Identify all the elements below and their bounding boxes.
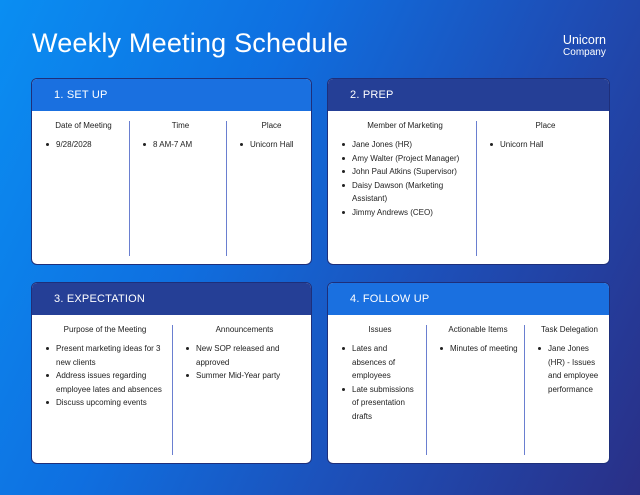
list-item: Late submissions of presentation drafts [340,383,420,424]
list-item: 8 AM-7 AM [141,138,220,152]
list-item: Jane Jones (HR) - Issues and employee performance [536,342,603,396]
list-item: Address issues regarding employee lates and absences [44,369,166,396]
list-item: New SOP released and approved [184,342,305,369]
follow-up-column-delegation [524,315,609,455]
prep-column-place [476,111,609,256]
list-item: Daisy Dawson (Marketing Assistant) [340,179,470,206]
prep-column-members [328,111,476,256]
column-header: Announcements [215,325,274,334]
prep-card [327,78,610,265]
list-item: Minutes of meeting [438,342,518,356]
follow-up-card [327,282,610,464]
list-item: 9/28/2028 [44,138,123,152]
setup-card [31,78,312,265]
expectation-column-announcements [172,315,311,455]
expectation-column-purpose [32,315,172,455]
column-header: Member of Marketing [367,121,443,130]
list-item: Discuss upcoming events [44,396,166,410]
expectation-card-header: 3. EXPECTATION [32,283,311,315]
brand-line-1: Unicorn [562,33,606,47]
list-item: Unicorn Hall [238,138,305,152]
page-title: Weekly Meeting Schedule [32,28,349,58]
list-item: Jimmy Andrews (CEO) [340,206,470,220]
column-header: Purpose of the Meeting [63,325,147,334]
setup-column-date [32,111,129,256]
setup-card-header: 1. SET UP [32,79,311,111]
column-header: Issues [368,325,392,334]
column-header: Actionable Items [448,325,508,334]
column-header: Date of Meeting [55,121,112,130]
column-header: Time [171,121,190,130]
list-item: Summer Mid-Year party [184,369,305,383]
list-item: Lates and absences of employees [340,342,420,383]
expectation-card [31,282,312,464]
setup-column-time [129,111,226,256]
follow-up-column-actionable [426,315,524,455]
list-item: Unicorn Hall [488,138,603,152]
brand-line-2: Company [563,47,606,58]
brand-logo [563,33,606,59]
follow-up-column-issues [328,315,426,455]
setup-column-place [226,111,311,256]
column-header: Place [535,121,556,130]
list-item: Jane Jones (HR) [340,138,470,152]
column-header: Place [261,121,282,130]
column-header: Task Delegation [541,325,598,334]
list-item: John Paul Atkins (Supervisor) [340,165,470,179]
list-item: Present marketing ideas for 3 new clients [44,342,166,369]
prep-card-header: 2. PREP [328,79,609,111]
list-item: Amy Walter (Project Manager) [340,152,470,166]
follow-up-card-header: 4. FOLLOW UP [328,283,609,315]
